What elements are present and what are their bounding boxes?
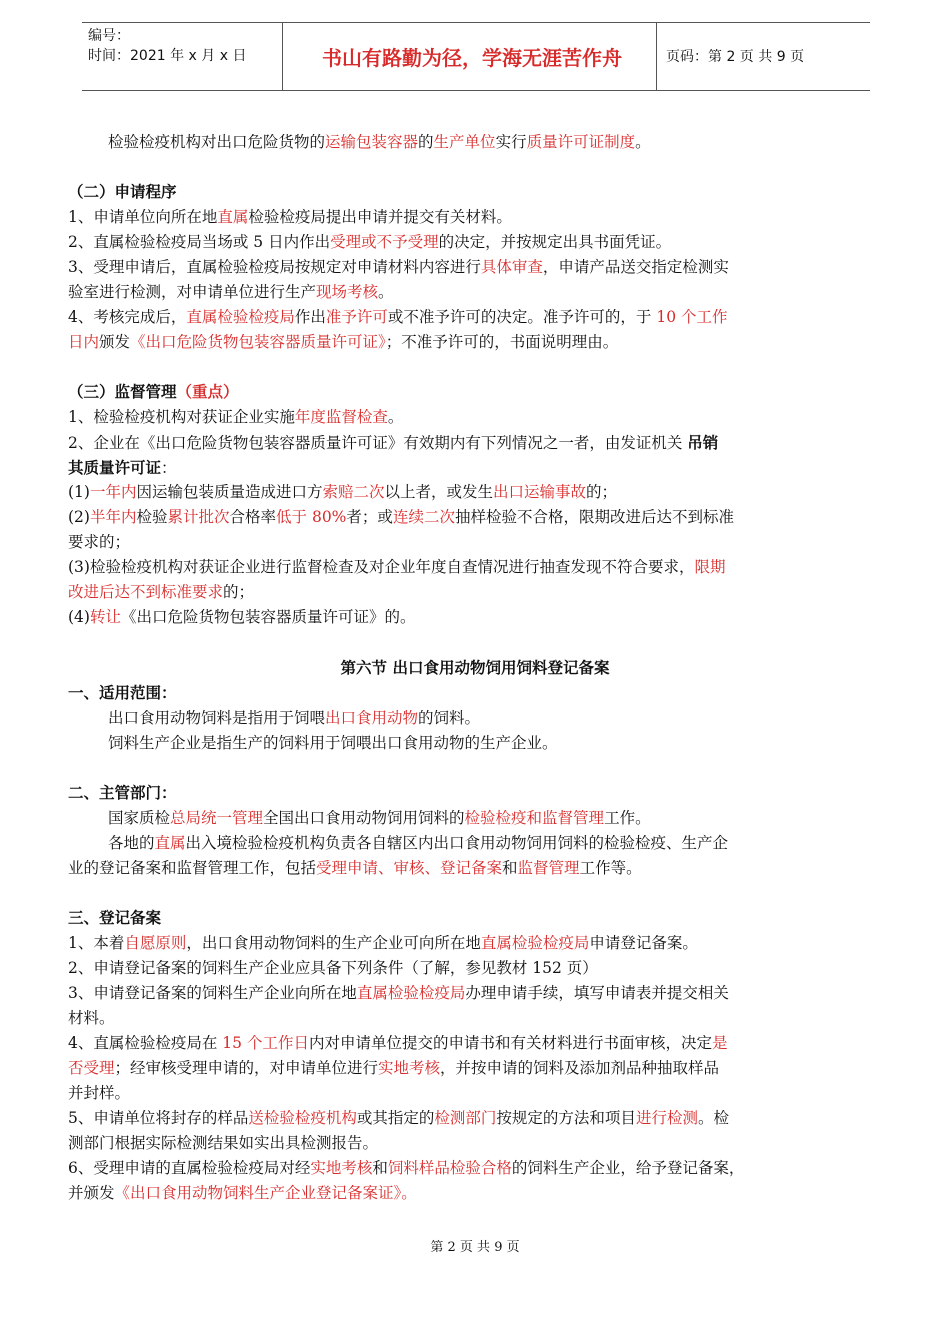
revocation-case-2: (2)半年内检验累计批次合格率低于 80%者；或连续二次抽样检验不合格，限期改进后达不到标准: [68, 508, 734, 526]
registration-step-6-cont: 并颁发《出口食用动物饲料生产企业登记备案证》。: [68, 1184, 417, 1202]
header-page-label: 页码：第 2 页 共 9 页: [666, 49, 805, 65]
page-footer: 第 2 页 共 9 页: [430, 1240, 520, 1255]
header-number-label: 编号：: [88, 28, 130, 44]
revocation-case-2-cont: 要求的；: [68, 533, 131, 551]
header-top-rule: [82, 22, 870, 23]
revocation-case-3: (3)检验检疫机构对获证企业进行监督检查及对企业年度自查情况进行抽查发现不符合要求，限期: [68, 558, 726, 576]
authority-paragraph-2-cont: 业的登记备案和监督管理工作，包括受理申请、审核、登记备案和监督管理工作等。: [68, 859, 642, 877]
procedure-step-4: 4、考核完成后，直属检验检疫局作出准予许可或不准予许可的决定。准予许可的，于 10 个工作: [68, 308, 728, 326]
header-meta: [88, 26, 246, 66]
intro-paragraph: 检验检疫机构对出口危险货物的运输包装容器的生产单位实行质量许可证制度。: [108, 133, 651, 151]
registration-step-3-cont: 材料。: [68, 1009, 115, 1027]
page-header: [82, 22, 870, 90]
registration-step-5-cont: 测部门根据实际检测结果如实出具检测报告。: [68, 1134, 379, 1152]
registration-step-5: 5、申请单位将封存的样品送检验检疫机构或其指定的检测部门按规定的方法和项目进行检测。检: [68, 1109, 729, 1127]
procedure-step-4-cont: 日内颁发《出口危险货物包装容器质量许可证》；不准予许可的，书面说明理由。: [68, 333, 619, 351]
heading-supervision: （三）监督管理（重点）: [68, 383, 239, 401]
header-divider: [282, 22, 283, 90]
supervision-item-2-cont: 其质量许可证：: [68, 458, 177, 477]
revocation-case-1: (1)一年内因运输包装质量造成进口方索赔二次以上者，或发生出口运输事故的；: [68, 483, 618, 501]
registration-step-2: 2、申请登记备案的饲料生产企业应具备下列条件（了解，参见教材 152 页）: [68, 959, 598, 977]
procedure-step-2: 2、直属检验检疫局当场或 5 日内作出受理或不予受理的决定，并按规定出具书面凭证。: [68, 233, 672, 251]
registration-step-1: 1、本着自愿原则，出口食用动物饲料的生产企业可向所在地直属检验检疫局申请登记备案。: [68, 934, 698, 952]
heading-registration: 三、登记备案: [68, 909, 162, 927]
procedure-step-1: 1、申请单位向所在地直属检验检疫局提出申请并提交有关材料。: [68, 208, 512, 226]
heading-authority: 二、主管部门：: [68, 784, 177, 802]
header-motto: 书山有路勤为径，学海无涯苦作舟: [322, 46, 622, 70]
registration-step-4-cont-2: 并封样。: [68, 1084, 131, 1102]
registration-step-4: 4、直属检验检疫局在 15 个工作日内对申请单位提交的申请书和有关材料进行书面审核，决定是: [68, 1034, 728, 1052]
procedure-step-3: 3、受理申请后，直属检验检疫局按规定对申请材料内容进行具体审查，申请产品送交指定检测实: [68, 258, 729, 276]
authority-paragraph-1: 国家质检总局统一管理全国出口食用动物饲用饲料的检验检疫和监督管理工作。: [108, 809, 651, 827]
supervision-item-2: 2、企业在《出口危险货物包装容器质量许可证》有效期内有下列情况之一者，由发证机关 吊销: [68, 433, 719, 452]
header-divider: [656, 22, 657, 90]
heading-application-procedure: （二）申请程序: [68, 183, 177, 201]
header-time-label: 时间：2021 年 x 月 x 日: [88, 48, 247, 64]
header-bottom-rule: [82, 90, 870, 91]
scope-paragraph-2: 饲料生产企业是指生产的饲料用于饲喂出口食用动物的生产企业。: [108, 734, 558, 752]
procedure-step-3-cont: 验室进行检测，对申请单位进行生产现场考核。: [68, 283, 394, 301]
revocation-case-4: (4)转让《出口危险货物包装容器质量许可证》的。: [68, 608, 416, 626]
registration-step-4-cont: 否受理；经审核受理申请的，对申请单位进行实地考核，并按申请的饲料及添加剂品种抽取样品: [68, 1059, 720, 1077]
authority-paragraph-2: 各地的直属出入境检验检疫机构负责各自辖区内出口食用动物饲用饲料的检验检疫、生产企: [108, 834, 729, 852]
heading-scope: 一、适用范围：: [68, 684, 177, 702]
revocation-case-3-cont: 改进后达不到标准要求的；: [68, 583, 255, 601]
registration-step-6: 6、受理申请的直属检验检疫局对经实地考核和饲料样品检验合格的饲料生产企业，给予登记备案，: [68, 1159, 745, 1177]
supervision-item-1: 1、检验检疫机构对获证企业实施年度监督检查。: [68, 408, 404, 426]
section-title: 第六节 出口食用动物饲用饲料登记备案: [340, 659, 610, 677]
scope-paragraph-1: 出口食用动物饲料是指用于饲喂出口食用动物的饲料。: [108, 709, 481, 727]
registration-step-3: 3、申请登记备案的饲料生产企业向所在地直属检验检疫局办理申请手续，填写申请表并提交相关: [68, 984, 729, 1002]
